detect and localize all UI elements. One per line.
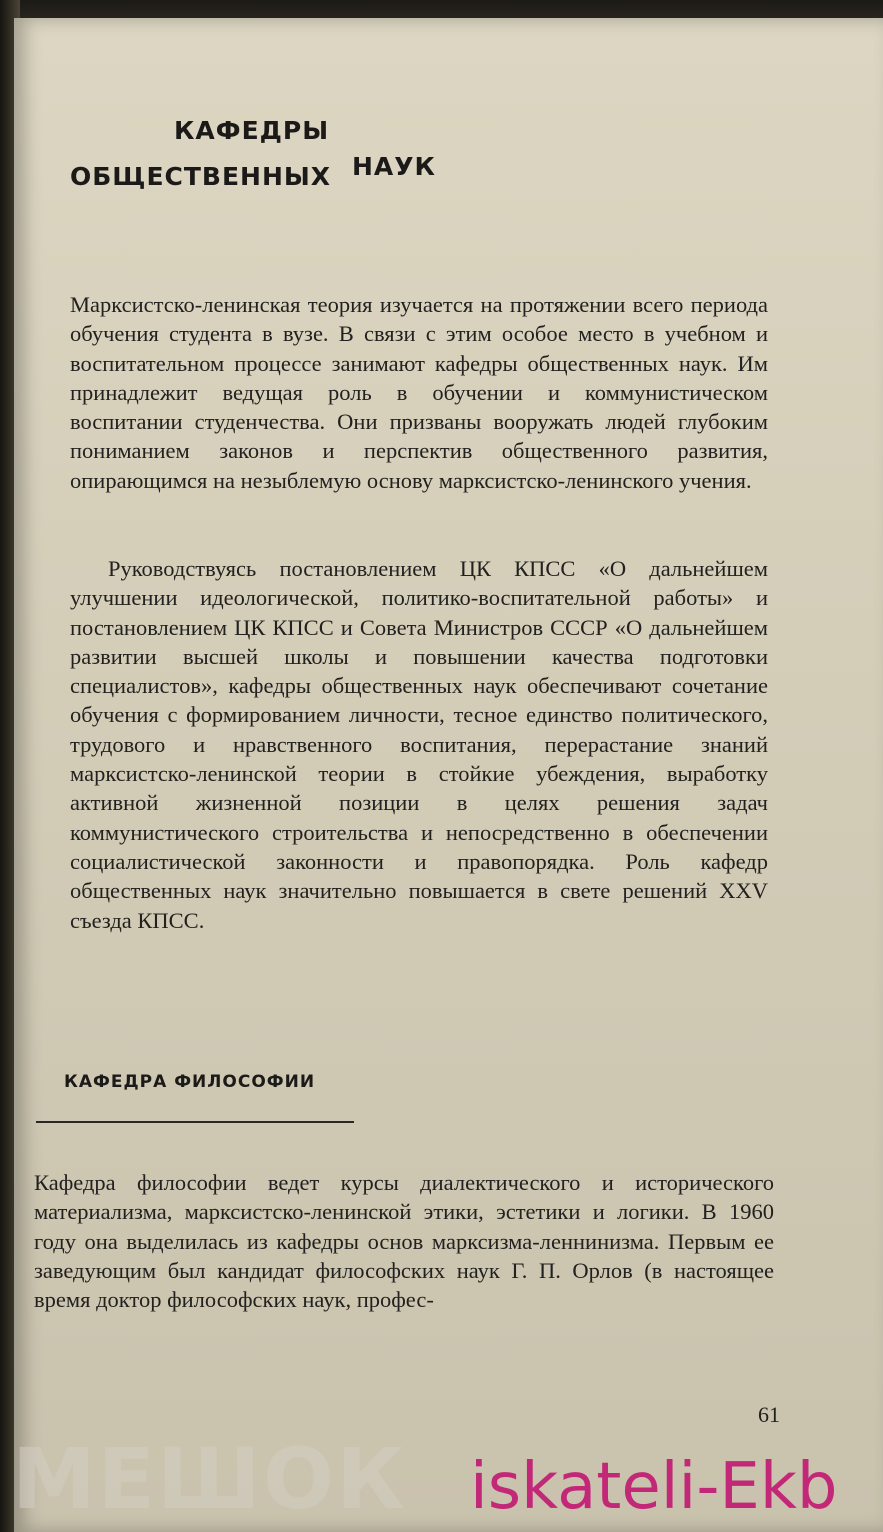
page-heading-line2-part1: ОБЩЕСТВЕННЫХ [70,162,332,191]
page-number: 61 [758,1402,780,1427]
watermark-text-right: iskateli-Ekb [470,1450,838,1524]
watermark-logo-left: МЕШОК [12,1430,407,1528]
section-paragraph: Кафедра философии ведет курсы диалектического и исторического материализма, марксистско-ленинской этики, эстетики и логики. В 1960 году она выделилась из кафедры основ марксизма-леннинизма. Первым ее заведующим был кандидат философских наук Г. П. Орлов (в настоящее время доктор философских наук, профес- [34,1170,774,1313]
book-page [14,18,883,1532]
intro-paragraph-2: Руководствуясь постановлением ЦК КПСС «О дальнейшем улучшении идеологической, политико-воспитательной работы» и постановлением ЦК КПСС и Совета Министров СССР «О дальнейшем развитии высшей школы и повышении качества подготовки специалистов», кафедры общественных наук обеспечивают сочетание обучения с формированием личности, тесное единство политического, трудового и нравственного воспитания, перерастание знаний марксистско-ленинской теории в стойкие убеждения, выработку активной жизненной позиции в целях решения задач коммунистического строительства и непосредственно в обеспечении социалистической законности и правопорядка. Роль кафедр общественных наук значительно повышается в свете решений XXV съезда КПСС. [70,556,768,933]
intro-paragraph-1: Марксистско-ленинская теория изучается на протяжении всего периода обучения студента в вузе. В связи с этим особое место в учебном и воспитательном процессе занимают кафедры общественных наук. Им принадлежит ведущая роль в обучении и коммунистическом воспитании студенчества. Они призваны вооружать людей глубоким пониманием законов и перспектив общественного развития, опирающимся на незыблемую основу марксистско-ленинского учения. [70,292,768,493]
page-heading-line2-part2: НАУК [352,152,436,181]
page-heading-line1: КАФЕДРЫ [174,116,330,145]
section-divider [36,1121,354,1123]
section-title: КАФЕДРА ФИЛОСОФИИ [64,1072,316,1092]
